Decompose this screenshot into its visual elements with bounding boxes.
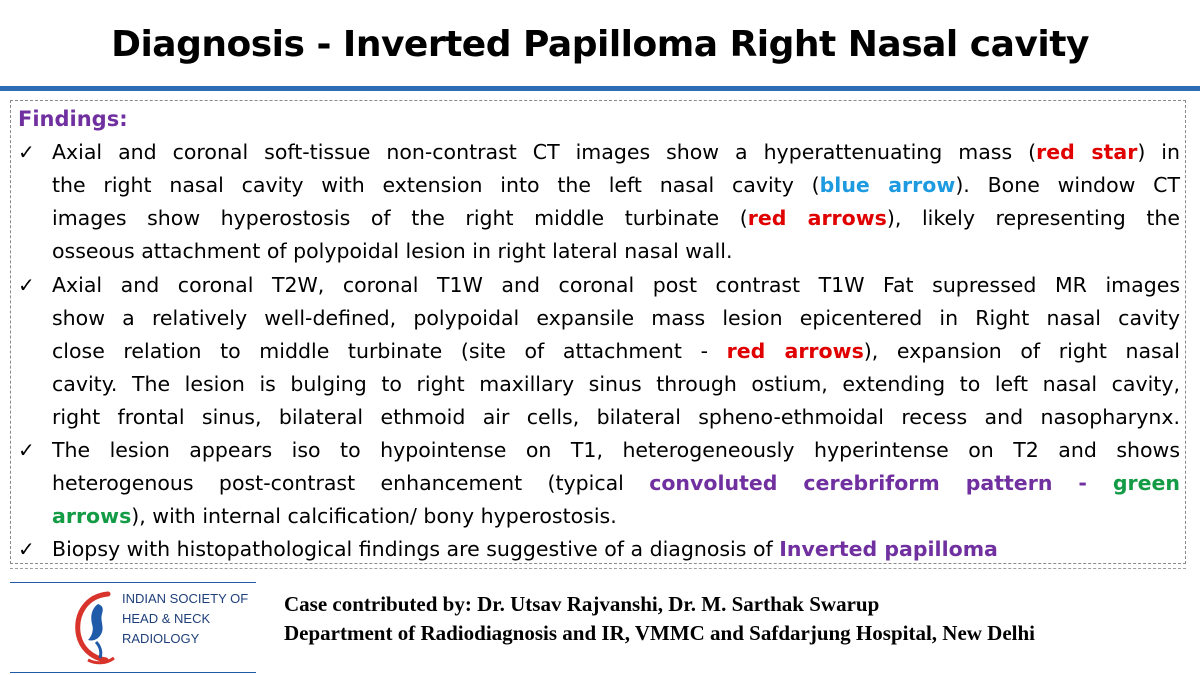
logo-text-line3: RADIOLOGY — [122, 631, 200, 646]
finding-line: cavity. The lesion is bulging to right maxillary sinus through ostium, extending to left nasal cavity, — [52, 372, 1180, 396]
checkmark-icon: ✓ — [18, 438, 35, 462]
checkmark-icon: ✓ — [18, 140, 35, 164]
finding-line: images show hyperostosis of the right middle turbinate (red arrows), likely representing the — [52, 206, 1180, 230]
credit-department: Department of Radiodiagnosis and IR, VMMC and Safdarjung Hospital, New Delhi — [284, 621, 1036, 645]
logo-text-line2: HEAD & NECK — [122, 611, 211, 626]
findings-heading: Findings: — [18, 107, 128, 131]
finding-line: osseous attachment of polypoidal lesion in right lateral nasal wall. — [52, 239, 733, 263]
slide-title: Diagnosis - Inverted Papilloma Right Nasal cavity — [111, 24, 1089, 65]
finding-line: close relation to middle turbinate (site of attachment - red arrows), expansion of right nasal — [52, 339, 1180, 363]
title-rule — [0, 86, 1200, 91]
finding-line: heterogenous post-contrast enhancement (typical convoluted cerebriform pattern - green — [52, 471, 1181, 495]
finding-line: The lesion appears iso to hypointense on T1, heterogeneously hyperintense on T2 and shows — [52, 438, 1180, 462]
logo-text-line1: INDIAN SOCIETY OF — [122, 591, 249, 606]
checkmark-icon: ✓ — [18, 273, 35, 297]
finding-line: right frontal sinus, bilateral ethmoid air cells, bilateral spheno-ethmoidal recess and nasopharynx. — [52, 405, 1180, 429]
finding-line: arrows), with internal calcification/ bony hyperostosis. — [52, 504, 617, 528]
head-neck-logo-icon — [70, 586, 120, 666]
finding-line: Axial and coronal soft-tissue non-contrast CT images show a hyperattenuating mass (red star) in — [52, 140, 1180, 164]
finding-line: Biopsy with histopathological findings are suggestive of a diagnosis of Inverted papilloma — [52, 537, 998, 561]
finding-line: show a relatively well-defined, polypoidal expansile mass lesion epicentered in Right nasal cavity — [52, 306, 1180, 330]
finding-line: Axial and coronal T2W, coronal T1W and coronal post contrast T1W Fat supressed MR images — [52, 273, 1180, 297]
finding-line: the right nasal cavity with extension into the left nasal cavity (blue arrow). Bone window CT — [52, 173, 1180, 197]
credit-contributors: Case contributed by: Dr. Utsav Rajvanshi, Dr. M. Sarthak Swarup — [284, 592, 880, 616]
footer-divider — [10, 568, 1186, 569]
society-logo — [10, 580, 256, 670]
checkmark-icon: ✓ — [18, 537, 35, 561]
